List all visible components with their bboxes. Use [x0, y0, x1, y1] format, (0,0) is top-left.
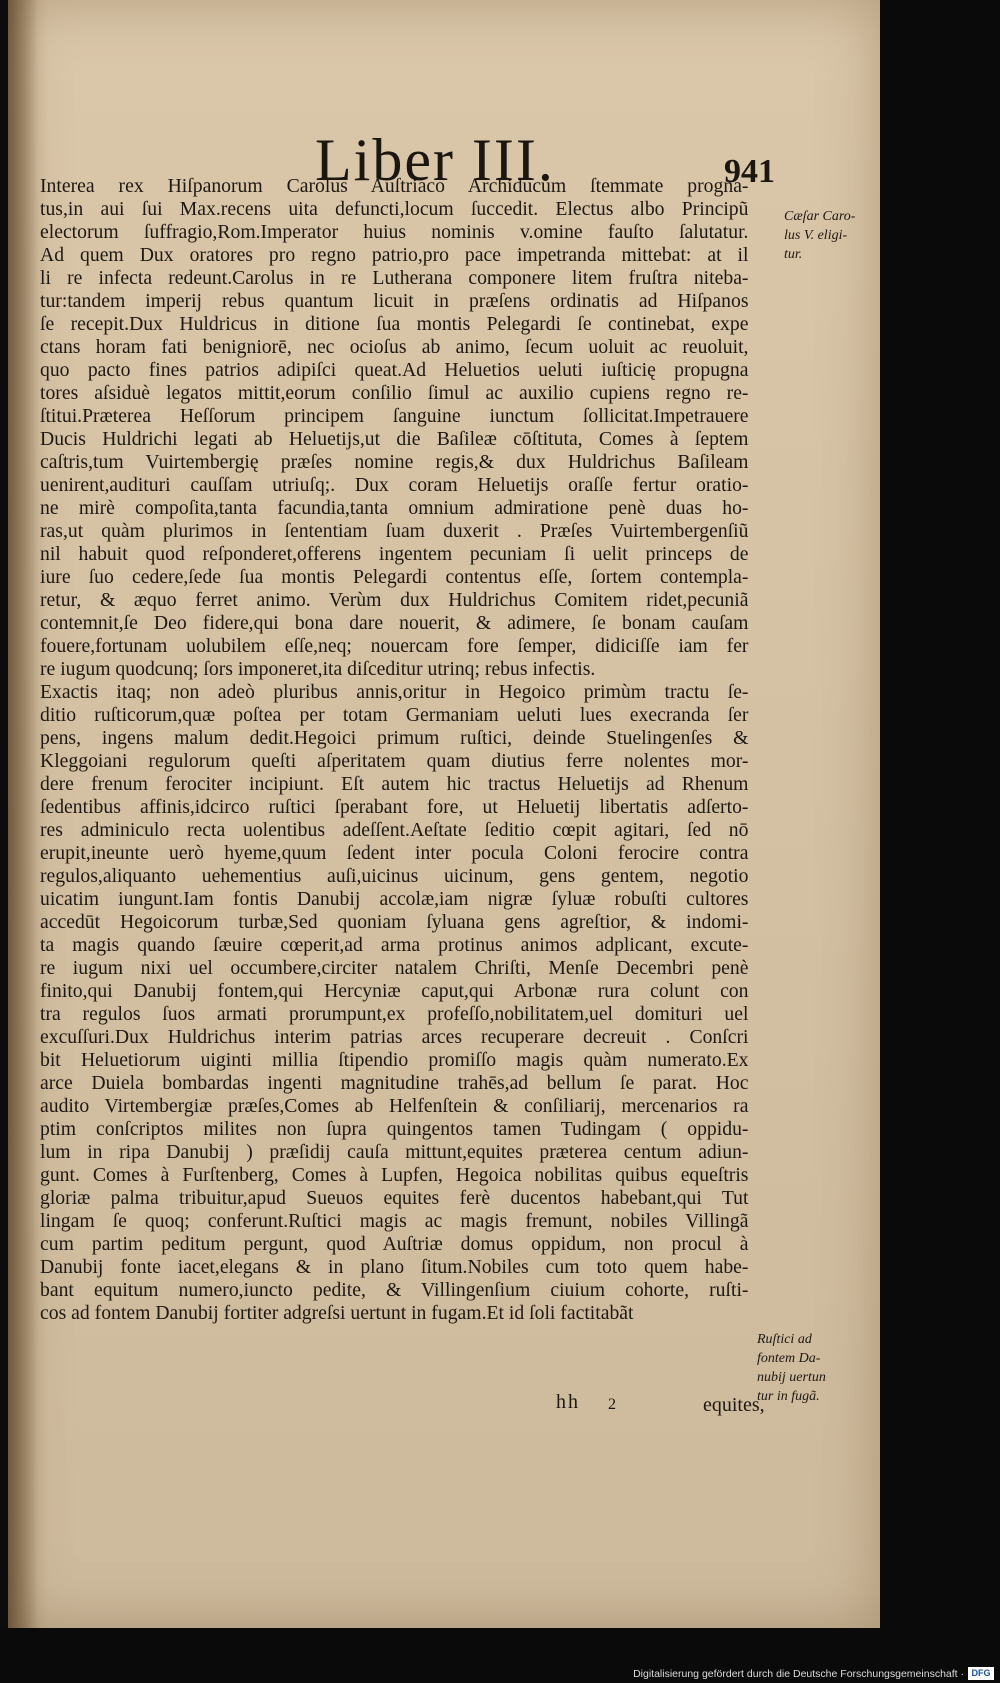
dfg-logo: DFG	[968, 1667, 994, 1680]
text-line: caſtris,tum Vuirtembergię præſes nomine regis,& dux Huldrichus Baſileam	[40, 451, 749, 473]
text-line: electorum ſuffragio,Rom.Imperator huius nominis v.omine fauſto ſalutatur.	[40, 221, 749, 243]
text-line: ſedentibus affinis,idcirco ruſtici ſperabant fore, ut Heluetij libertatis adſerto-	[40, 796, 749, 818]
text-line: lingam ſe quoq; conferunt.Ruſtici magis ac magis fremunt, nobiles Villingã	[40, 1210, 749, 1232]
text-line: ta magis quando ſæuire cœperit,ad arma protinus animos adplicant, excute-	[40, 934, 749, 956]
text-line: regulos,aliquanto uehementius auſi,uicinus uicinum, gens gentem, negotio	[40, 865, 749, 887]
text-line: pens, ingens malum dedit.Hegoici primum ruſtici, deinde Stuelingenſes &	[40, 727, 749, 749]
text-line: quo pacto fines patrios adipiſci queat.Ad Heluetios ueluti iuſticię propugna	[40, 359, 749, 381]
text-line: ptim conſcriptos milites non ſupra quingentos tamen Tudingam ( oppidu-	[40, 1118, 749, 1140]
text-line: bant equitum numero,iuncto pedite, & Villingenſium ciuium cohorte, ruſti-	[40, 1279, 749, 1301]
text-line: cum partim peditum pergunt, quod Auſtriæ domus oppidum, non procul à	[40, 1233, 749, 1255]
marginal-note-line: tur in fugã.	[757, 1389, 820, 1404]
text-line: Kleggoiani regulorum queſti aſperitatem quam diutius ferre nolentes mor-	[40, 750, 749, 772]
text-line: fouere,fortunam uolubilem eſſe,neq; nouercam fore ſemper, didiciſſe iam fer	[40, 635, 749, 657]
text-line: ditio ruſticorum,quæ poſtea per totam Germaniam ueluti lues execranda ſer	[40, 704, 749, 726]
text-line: Interea rex Hiſpanorum Carolus Auſtriaco Archiducum ſtemmate progna-	[40, 175, 749, 197]
text-line: li re infecta redeunt.Carolus in re Lutherana componere litem fruſtra niteba-	[40, 267, 749, 289]
text-line: lum in ripa Danubij ) præſidij cauſa mittunt,equites præterea centum adiun-	[40, 1141, 749, 1163]
marginal-note-line: tur.	[784, 247, 803, 262]
text-line: iure ſuo cedere,ſede ſua montis Pelegardi contentus eſſe, ſortem contempla-	[40, 566, 749, 588]
text-line: uicatim iungunt.Iam fontis Danubij accolæ,iam nigræ ſyluæ robuſti cultores	[40, 888, 749, 910]
marginal-note-line: Ruſtici ad	[757, 1332, 812, 1347]
gutter-shadow	[8, 0, 38, 1628]
marginal-note-rustici	[757, 1330, 826, 1406]
text-line: ne mirè compoſita,tanta facundia,tanta omnium admiratione penè duas ho-	[40, 497, 749, 519]
text-line: contemnit,ſe Deo fidere,qui bona dare nouerit, & adimere, ſe bonam cauſam	[40, 612, 749, 634]
text-line: nil habuit quod reſponderet,offerens ingentem pecuniam ſi uelit princeps de	[40, 543, 749, 565]
text-line: gloriæ palma tribuitur,apud Sueuos equites ferè ducentos habebant,qui Tut	[40, 1187, 749, 1209]
text-line: tores aſsiduè legatos mittit,eorum conſilio ſimul ac auxilio cupiens regno re-	[40, 382, 749, 404]
scan-background-right	[880, 0, 1000, 1628]
page-number: 941	[724, 153, 775, 190]
signature-number: 2	[608, 1396, 616, 1413]
text-line: audito Virtembergiæ præſes,Comes ab Helfenſtein & conſiliarij, mercenarios ra	[40, 1095, 749, 1117]
text-line: finito,qui Danubij fontem,qui Hercyniæ caput,qui Arbonæ rura colunt con	[40, 980, 749, 1002]
text-line: excuſſuri.Dux Huldrichus interim patrias arces recuperare decreuit . Conſcri	[40, 1026, 749, 1048]
digitization-credit: Digitalisierung gefördert durch die Deutsche Forschungsgemeinschaft ·	[633, 1668, 964, 1680]
marginal-note-line: lus V. eligi-	[784, 228, 848, 243]
marginal-note-line: Cæſar Caro-	[784, 209, 856, 224]
text-line: accedūt Hegoicorum turbæ,Sed quoniam ſyluana gens agreſtior, & indomi-	[40, 911, 749, 933]
marginal-note-caesar	[784, 207, 855, 264]
text-line: Ducis Huldrichi legati ab Heluetijs,ut die Baſileæ cōſtituta, Comes à ſeptem	[40, 428, 749, 450]
catchword: equites,	[703, 1394, 765, 1416]
text-line: ctans horam fati benigniorē, nec ocioſus ab animo, ſecum uoluit ac reuoluit,	[40, 336, 749, 358]
marginal-note-line: fontem Da-	[757, 1351, 821, 1366]
text-line: uenirent,audituri cauſſam utriuſq;. Dux coram Heluetijs oraſſe fertur oratio-	[40, 474, 749, 496]
running-head-title: Liber III.	[315, 127, 555, 193]
text-line: ſtitui.Præterea Heſſorum principem ſanguine iunctum ſollicitat.Impetrauere	[40, 405, 749, 427]
text-line: tra regulos ſuos armati prorumpunt,ex profeſſo,nobilitatem,uel domituri uel	[40, 1003, 749, 1025]
text-line: arce Duiela bombardas ingenti magnitudine trahēs,ad bellum ſe parat. Hoc	[40, 1072, 749, 1094]
text-line: retur, & æquo ferret animo. Verùm dux Huldrichus Comitem ridet,pecuniã	[40, 589, 749, 611]
marginal-note-line: nubij uertun	[757, 1370, 826, 1385]
text-line: bit Heluetiorum uiginti millia ſtipendio promiſſo magis quàm numerato.Ex	[40, 1049, 749, 1071]
text-line: cos ad fontem Danubij fortiter adgreſsi uertunt in fugam.Et id ſoli factitabãt	[40, 1302, 634, 1324]
text-line: tur:tandem imperij rebus quantum licuit in præſens ordinatis ad Hiſpanos	[40, 290, 749, 312]
text-line: re iugum nixi uel occumbere,circiter natalem Chriſti, Menſe Decembri penè	[40, 957, 749, 979]
text-line: erupit,ineunte uerò hyeme,quum ſedent inter pocula Coloni ferocire contra	[40, 842, 749, 864]
text-line: ſe recepit.Dux Huldricus in ditione ſua montis Pelegardi ſe continebat, expe	[40, 313, 749, 335]
text-line: dere frenum ferociter incipiunt. Eſt autem hic tractus Heluetijs ad Rhenum	[40, 773, 749, 795]
text-line: Ad quem Dux oratores pro regno patrio,pro pace impetranda mittebat: at il	[40, 244, 749, 266]
text-line: Exactis itaq; non adeò pluribus annis,oritur in Hegoico primùm tractu ſe-	[40, 681, 749, 703]
text-line: res adminiculo recta uolentibus adeſſent.Aeſtate ſeditio cœpit agitari, ſed nō	[40, 819, 749, 841]
signature-mark: hh	[556, 1391, 580, 1413]
text-line: Danubij fonte iacet,elegans & in plano ſitum.Nobiles cum toto quem habe-	[40, 1256, 749, 1278]
main-text-block	[40, 175, 778, 1325]
text-line: tus,in aui ſui Max.recens uita defuncti,locum ſuccedit. Electus albo Principũ	[40, 198, 749, 220]
text-line: ras,ut quàm plurimos in ſententiam ſuam duxerit . Præſes Vuirtembergenſiũ	[40, 520, 749, 542]
text-line: gunt. Comes à Furſtenberg, Comes à Lupfen, Hegoica nobilitas quibus equeſtris	[40, 1164, 749, 1186]
text-line: re iugum quodcunq; ſors imponeret,ita diſceditur utrinq; rebus infectis.	[40, 658, 596, 680]
